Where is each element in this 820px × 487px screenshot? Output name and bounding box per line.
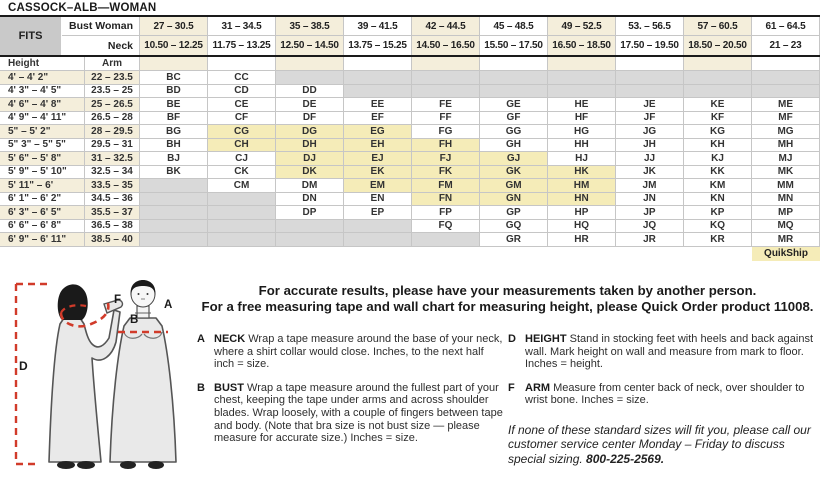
size-code-cell: KF xyxy=(684,112,752,126)
height-cell: 5" – 5' 2" xyxy=(0,125,85,139)
size-code-cell: FG xyxy=(412,125,480,139)
special-sizing-note xyxy=(508,423,818,467)
size-code-cell: FP xyxy=(412,206,480,220)
size-code-cell: BC xyxy=(140,71,208,85)
size-code-cell xyxy=(412,233,480,247)
bust-range-cell: 42 – 44.5 xyxy=(412,17,480,36)
instruction-body xyxy=(525,333,818,371)
size-row xyxy=(0,112,820,126)
size-code-cell: MG xyxy=(752,125,820,139)
size-code-cell xyxy=(344,220,412,234)
size-code-cell: GJ xyxy=(480,152,548,166)
instruction-text: Wrap a tape measure around the base of your neck, where a shirt collar would close. Inches, to the next half inch = size. xyxy=(214,333,503,371)
size-code-cell: MF xyxy=(752,112,820,126)
size-row xyxy=(0,166,820,180)
size-code-cell: EM xyxy=(344,179,412,193)
arm-cell: 23.5 – 25 xyxy=(85,85,140,99)
figure-label-a: A xyxy=(164,299,173,311)
header-filler-cell xyxy=(684,57,752,71)
size-code-cell xyxy=(140,179,208,193)
size-code-cell: DH xyxy=(276,139,344,153)
height-cell: 5' 11" – 6' xyxy=(0,179,85,193)
header-filler-cell xyxy=(140,57,208,71)
size-code-cell: KH xyxy=(684,139,752,153)
size-code-cell: EE xyxy=(344,98,412,112)
size-code-cell xyxy=(412,85,480,99)
size-code-cell xyxy=(548,71,616,85)
size-code-cell: DJ xyxy=(276,152,344,166)
height-cell: 4' 9" – 4' 11" xyxy=(0,112,85,126)
bust-range-cell: 49 – 52.5 xyxy=(548,17,616,36)
height-cell: 5' 6" – 5' 8" xyxy=(0,152,85,166)
size-code-cell xyxy=(140,193,208,207)
size-code-cell xyxy=(140,206,208,220)
size-code-cell xyxy=(752,85,820,99)
header-row-labels xyxy=(62,17,140,55)
size-code-cell: KP xyxy=(684,206,752,220)
size-code-cell: DF xyxy=(276,112,344,126)
size-code-cell: JR xyxy=(616,233,684,247)
size-code-cell: HF xyxy=(548,112,616,126)
size-code-cell xyxy=(208,193,276,207)
instruction-letter: A xyxy=(197,333,205,345)
neck-range-cell: 18.50 – 20.50 xyxy=(684,36,752,55)
size-code-cell: JM xyxy=(616,179,684,193)
size-code-cell: KE xyxy=(684,98,752,112)
size-code-cell: HH xyxy=(548,139,616,153)
size-code-cell xyxy=(276,220,344,234)
size-code-cell: GG xyxy=(480,125,548,139)
header-filler-cell xyxy=(208,57,276,71)
size-code-cell xyxy=(480,85,548,99)
size-code-cell: EN xyxy=(344,193,412,207)
size-code-cell xyxy=(616,85,684,99)
size-code-cell: GN xyxy=(480,193,548,207)
size-code-cell: CH xyxy=(208,139,276,153)
size-code-cell xyxy=(276,233,344,247)
size-code-cell xyxy=(208,233,276,247)
intro-line-1: For accurate results, please have your measurements taken by another person. xyxy=(258,283,757,298)
size-code-cell: JQ xyxy=(616,220,684,234)
figure-label-d: D xyxy=(19,359,28,373)
instruction-body xyxy=(525,382,818,407)
neck-range-cell: 13.75 – 15.25 xyxy=(344,36,412,55)
size-code-cell: HE xyxy=(548,98,616,112)
size-code-cell: BE xyxy=(140,98,208,112)
size-code-cell: GM xyxy=(480,179,548,193)
neck-range-cell: 15.50 – 17.50 xyxy=(480,36,548,55)
size-code-cell: MH xyxy=(752,139,820,153)
measurement-figure xyxy=(6,280,198,482)
size-code-cell xyxy=(412,71,480,85)
size-code-cell: BF xyxy=(140,112,208,126)
arm-cell: 31 – 32.5 xyxy=(85,152,140,166)
size-code-cell: DD xyxy=(276,85,344,99)
height-cell: 6' 6" – 6' 8" xyxy=(0,220,85,234)
arm-cell: 22 – 23.5 xyxy=(85,71,140,85)
size-row xyxy=(0,220,820,234)
instruction-letter: F xyxy=(508,381,515,394)
neck-range-cell: 17.50 – 19.50 xyxy=(616,36,684,55)
height-cell: 5" 3" – 5" 5" xyxy=(0,139,85,153)
header-filler-cell xyxy=(412,57,480,71)
neck-range-row xyxy=(140,36,820,55)
measurement-figure-svg xyxy=(6,280,198,482)
bust-range-cell: 35 – 38.5 xyxy=(276,17,344,36)
size-code-cell: BK xyxy=(140,166,208,180)
header-filler-cells xyxy=(140,57,820,71)
size-code-cell: BD xyxy=(140,85,208,99)
intro-line-2: For a free measuring tape and wall chart for measuring height, please Quick Order product 11008. xyxy=(201,298,814,314)
size-code-cell: EG xyxy=(344,125,412,139)
size-code-cell xyxy=(208,220,276,234)
size-code-cell: EJ xyxy=(344,152,412,166)
size-row xyxy=(0,206,820,220)
page-title: CASSOCK–ALB—WOMAN xyxy=(0,0,820,17)
size-code-cell: MN xyxy=(752,193,820,207)
size-code-cell xyxy=(344,233,412,247)
instruction-text: Stand in stocking feet with heels and back against wall. Mark height on wall and measure from mark to floor. Inches = height. xyxy=(525,333,813,371)
instruction-body xyxy=(214,333,503,371)
size-code-cell: JG xyxy=(616,125,684,139)
size-code-cell: GQ xyxy=(480,220,548,234)
size-code-cell: DM xyxy=(276,179,344,193)
instructions-right-column xyxy=(508,333,818,466)
size-code-cell: CC xyxy=(208,71,276,85)
size-code-cell xyxy=(140,233,208,247)
size-row xyxy=(0,233,820,247)
neck-row-label: Neck xyxy=(62,36,140,55)
size-code-cell: MP xyxy=(752,206,820,220)
size-code-cell: FJ xyxy=(412,152,480,166)
arm-cell: 34.5 – 36 xyxy=(85,193,140,207)
size-code-cell: BG xyxy=(140,125,208,139)
size-code-cell: EF xyxy=(344,112,412,126)
bust-range-row xyxy=(140,17,820,36)
size-code-cell: CJ xyxy=(208,152,276,166)
size-code-cell: CM xyxy=(208,179,276,193)
size-code-cell: MQ xyxy=(752,220,820,234)
size-code-cell: GR xyxy=(480,233,548,247)
header-filler-cell xyxy=(276,57,344,71)
bust-range-cell: 57 – 60.5 xyxy=(684,17,752,36)
height-cell: 5' 9" – 5' 10" xyxy=(0,166,85,180)
size-code-cell: HJ xyxy=(548,152,616,166)
size-row xyxy=(0,98,820,112)
size-code-cell: DK xyxy=(276,166,344,180)
size-code-cell: GK xyxy=(480,166,548,180)
size-code-cell: DE xyxy=(276,98,344,112)
size-code-cell xyxy=(344,71,412,85)
arm-cell: 26.5 – 28 xyxy=(85,112,140,126)
instruction-term: ARM xyxy=(525,381,551,394)
size-code-cell: JK xyxy=(616,166,684,180)
size-code-cell: JH xyxy=(616,139,684,153)
size-row xyxy=(0,71,820,85)
header-filler-cell xyxy=(344,57,412,71)
size-code-cell: HK xyxy=(548,166,616,180)
height-guide-line xyxy=(16,284,50,464)
size-code-cell: JP xyxy=(616,206,684,220)
size-code-cell: KJ xyxy=(684,152,752,166)
size-code-cell: FN xyxy=(412,193,480,207)
arm-cell: 36.5 – 38 xyxy=(85,220,140,234)
instruction-term: BUST xyxy=(214,381,244,394)
bust-range-cell: 27 – 30.5 xyxy=(140,17,208,36)
header-filler-cell xyxy=(616,57,684,71)
bust-range-cell: 53. – 56.5 xyxy=(616,17,684,36)
neck-range-cell: 11.75 – 13.25 xyxy=(208,36,276,55)
size-code-cell xyxy=(208,206,276,220)
arm-cell: 38.5 – 40 xyxy=(85,233,140,247)
size-code-cell: JE xyxy=(616,98,684,112)
neck-range-cell: 14.50 – 16.50 xyxy=(412,36,480,55)
size-code-cell: FM xyxy=(412,179,480,193)
neck-range-cell: 10.50 – 12.25 xyxy=(140,36,208,55)
size-code-cell: MJ xyxy=(752,152,820,166)
size-row xyxy=(0,125,820,139)
size-code-cell: EK xyxy=(344,166,412,180)
size-code-cell: GP xyxy=(480,206,548,220)
neck-range-cell: 16.50 – 18.50 xyxy=(548,36,616,55)
range-columns xyxy=(140,17,820,55)
size-code-cell: HG xyxy=(548,125,616,139)
size-code-cell: CE xyxy=(208,98,276,112)
size-code-cell xyxy=(684,85,752,99)
size-code-cell: JJ xyxy=(616,152,684,166)
instruction-body xyxy=(214,382,503,445)
quikship-legend-row xyxy=(0,247,820,261)
instruction-letter: D xyxy=(508,333,516,345)
instruction-bust xyxy=(197,382,503,445)
size-code-cell: MK xyxy=(752,166,820,180)
bust-range-cell: 39 – 41.5 xyxy=(344,17,412,36)
size-code-cell: KK xyxy=(684,166,752,180)
size-code-cell: KN xyxy=(684,193,752,207)
special-sizing-text: If none of these standard sizes will fit you, please call our customer service center Monday – Friday to discuss special sizing. xyxy=(508,422,811,466)
size-code-cell: HM xyxy=(548,179,616,193)
size-code-cell: JN xyxy=(616,193,684,207)
size-code-cell xyxy=(548,85,616,99)
size-row xyxy=(0,179,820,193)
header-filler-cell xyxy=(480,57,548,71)
height-col-label: Height xyxy=(0,57,85,71)
table-header xyxy=(0,17,820,57)
size-code-cell: BJ xyxy=(140,152,208,166)
size-code-cell: ME xyxy=(752,98,820,112)
size-code-cell xyxy=(344,85,412,99)
size-row xyxy=(0,85,820,99)
size-code-cell xyxy=(140,220,208,234)
size-code-cell: EP xyxy=(344,206,412,220)
size-code-cell xyxy=(752,71,820,85)
instructions-left-column xyxy=(197,333,503,456)
bust-range-cell: 45 – 48.5 xyxy=(480,17,548,36)
size-code-cell: DG xyxy=(276,125,344,139)
size-code-cell: KR xyxy=(684,233,752,247)
instruction-term: NECK xyxy=(214,333,246,345)
header-filler-cell xyxy=(548,57,616,71)
size-code-cell: FE xyxy=(412,98,480,112)
size-code-cell: KQ xyxy=(684,220,752,234)
size-code-cell xyxy=(616,71,684,85)
bust-range-cell: 31 – 34.5 xyxy=(208,17,276,36)
height-cell: 6' 1" – 6' 2" xyxy=(0,193,85,207)
height-cell: 4' 3" – 4' 5" xyxy=(0,85,85,99)
size-code-cell: HN xyxy=(548,193,616,207)
size-code-cell xyxy=(276,71,344,85)
size-code-cell: FK xyxy=(412,166,480,180)
phone-number: 800-225-2569. xyxy=(586,451,665,466)
instruction-neck xyxy=(197,333,503,371)
neck-range-cell: 12.50 – 14.50 xyxy=(276,36,344,55)
size-code-cell: GH xyxy=(480,139,548,153)
bust-range-cell: 61 – 64.5 xyxy=(752,17,820,36)
arm-cell: 28 – 29.5 xyxy=(85,125,140,139)
height-cell: 4' – 4' 2" xyxy=(0,71,85,85)
figure-label-f: F xyxy=(114,294,122,306)
size-code-cell: MR xyxy=(752,233,820,247)
instruction-arm xyxy=(508,382,818,407)
quikship-spacer xyxy=(0,247,752,261)
size-code-cell: DP xyxy=(276,206,344,220)
size-grid xyxy=(0,71,820,247)
size-code-cell: KG xyxy=(684,125,752,139)
size-code-cell: GF xyxy=(480,112,548,126)
size-code-cell: FH xyxy=(412,139,480,153)
height-arm-header-row xyxy=(0,57,820,71)
arm-cell: 25 – 26.5 xyxy=(85,98,140,112)
size-code-cell: FQ xyxy=(412,220,480,234)
size-code-cell: HP xyxy=(548,206,616,220)
size-code-cell: CD xyxy=(208,85,276,99)
arm-cell: 35.5 – 37 xyxy=(85,206,140,220)
size-code-cell: EH xyxy=(344,139,412,153)
size-code-cell: CG xyxy=(208,125,276,139)
header-filler-cell xyxy=(752,57,820,71)
quikship-legend: QuikShip xyxy=(752,247,820,261)
size-code-cell xyxy=(480,71,548,85)
arm-col-label: Arm xyxy=(85,57,140,71)
height-cell: 6' 3" – 6' 5" xyxy=(0,206,85,220)
size-row xyxy=(0,152,820,166)
neck-range-cell: 21 – 23 xyxy=(752,36,820,55)
size-code-cell: CK xyxy=(208,166,276,180)
arm-cell: 33.5 – 35 xyxy=(85,179,140,193)
figure-label-b: B xyxy=(130,314,139,326)
instruction-term: HEIGHT xyxy=(525,333,567,345)
size-code-cell: MM xyxy=(752,179,820,193)
size-code-cell: CF xyxy=(208,112,276,126)
size-row xyxy=(0,139,820,153)
size-code-cell xyxy=(684,71,752,85)
instruction-text: Measure from center back of neck, over shoulder to wrist bone. Inches = size. xyxy=(525,381,805,407)
instruction-height xyxy=(508,333,818,371)
arm-cell: 29.5 – 31 xyxy=(85,139,140,153)
size-code-cell: GE xyxy=(480,98,548,112)
size-code-cell: HQ xyxy=(548,220,616,234)
size-code-cell: BH xyxy=(140,139,208,153)
intro-text xyxy=(195,283,820,314)
size-code-cell: DN xyxy=(276,193,344,207)
size-code-cell: FF xyxy=(412,112,480,126)
size-row xyxy=(0,193,820,207)
arm-cell: 32.5 – 34 xyxy=(85,166,140,180)
fits-label: FITS xyxy=(0,17,62,55)
size-code-cell: HR xyxy=(548,233,616,247)
bust-row-label: Bust Woman xyxy=(62,17,140,36)
height-cell: 6' 9" – 6' 11" xyxy=(0,233,85,247)
instruction-text: Wrap a tape measure around the fullest part of your chest, keeping the tape under arms and across shoulder blades. Wrap loosely, with a couple of fingers between tape and body. (Note that bra size is not bust size — please measure for accurate size.) Inches = size. xyxy=(214,381,503,445)
size-code-cell: KM xyxy=(684,179,752,193)
height-cell: 4' 6" – 4' 8" xyxy=(0,98,85,112)
instruction-letter: B xyxy=(197,381,205,394)
size-code-cell: JF xyxy=(616,112,684,126)
